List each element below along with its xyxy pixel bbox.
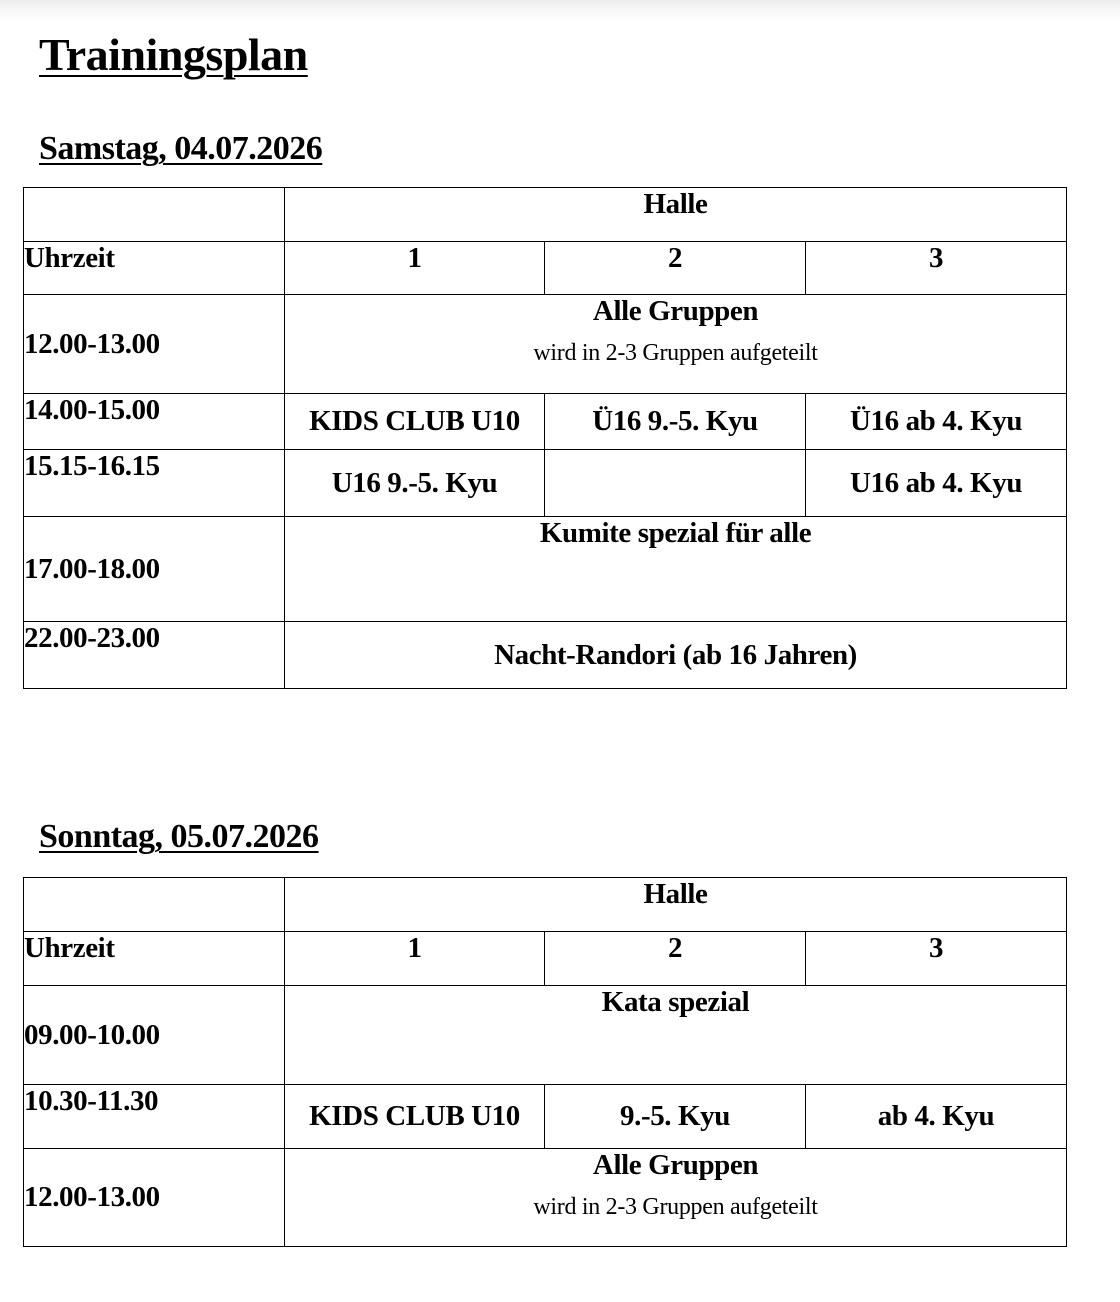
session-cell-all-halls: Kata spezial: [285, 986, 1067, 1085]
table-row: [24, 1085, 1067, 1149]
hall-3-header: 3: [806, 242, 1067, 295]
table-row: [24, 986, 1067, 1085]
session-note: wird in 2-3 Gruppen aufgeteilt: [533, 340, 818, 366]
empty-cell: [24, 878, 285, 932]
time-cell: 22.00-23.00: [24, 622, 285, 689]
table-row: [24, 188, 1067, 242]
table-row: [24, 242, 1067, 295]
session-cell-all-halls: Nacht-Randori (ab 16 Jahren): [285, 622, 1067, 689]
day-heading-saturday: Samstag, 04.07.2026: [39, 130, 323, 167]
session-cell-hall-3: ab 4. Kyu: [806, 1085, 1067, 1149]
session-cell-all-halls: [285, 1149, 1067, 1247]
table-row: [24, 450, 1067, 517]
session-cell-hall-3: Ü16 ab 4. Kyu: [806, 394, 1067, 450]
time-column-header: Uhrzeit: [24, 242, 285, 295]
session-title: Alle Gruppen: [592, 295, 759, 327]
table-row: [24, 394, 1067, 450]
session-cell-hall-1: KIDS CLUB U10: [285, 394, 545, 450]
hall-1-header: 1: [285, 932, 545, 986]
page-title: Trainingsplan: [39, 29, 308, 80]
table-row: [24, 295, 1067, 394]
table-row: [24, 622, 1067, 689]
hall-2-header: 2: [545, 242, 806, 295]
session-cell-hall-2: 9.-5. Kyu: [545, 1085, 806, 1149]
time-column-header: Uhrzeit: [24, 932, 285, 986]
time-cell: 14.00-15.00: [24, 394, 285, 450]
hall-header: Halle: [285, 188, 1067, 242]
table-row: [24, 932, 1067, 986]
time-cell: 09.00-10.00: [24, 986, 285, 1085]
session-cell-all-halls: Kumite spezial für alle: [285, 517, 1067, 622]
hall-header: Halle: [285, 878, 1067, 932]
table-row: [24, 1149, 1067, 1247]
hall-1-header: 1: [285, 242, 545, 295]
time-cell: 12.00-13.00: [24, 1149, 285, 1247]
table-row: [24, 878, 1067, 932]
session-cell-hall-2: [545, 450, 806, 517]
session-cell-all-halls: [285, 295, 1067, 394]
session-cell-hall-1: KIDS CLUB U10: [285, 1085, 545, 1149]
session-title: Alle Gruppen: [592, 1149, 759, 1181]
hall-2-header: 2: [545, 932, 806, 986]
session-cell-hall-1: U16 9.-5. Kyu: [285, 450, 545, 517]
session-cell-hall-3: U16 ab 4. Kyu: [806, 450, 1067, 517]
day-heading-sunday: Sonntag, 05.07.2026: [39, 818, 319, 855]
time-cell: 12.00-13.00: [24, 295, 285, 394]
session-cell-hall-2: Ü16 9.-5. Kyu: [545, 394, 806, 450]
schedule-table-sunday: [23, 877, 1067, 1247]
time-cell: 15.15-16.15: [24, 450, 285, 517]
session-note: wird in 2-3 Gruppen aufgeteilt: [533, 1194, 818, 1220]
hall-3-header: 3: [806, 932, 1067, 986]
window-top-shade: [0, 0, 1120, 22]
empty-cell: [24, 188, 285, 242]
table-row: [24, 517, 1067, 622]
time-cell: 10.30-11.30: [24, 1085, 285, 1149]
time-cell: 17.00-18.00: [24, 517, 285, 622]
schedule-table-saturday: [23, 187, 1067, 689]
